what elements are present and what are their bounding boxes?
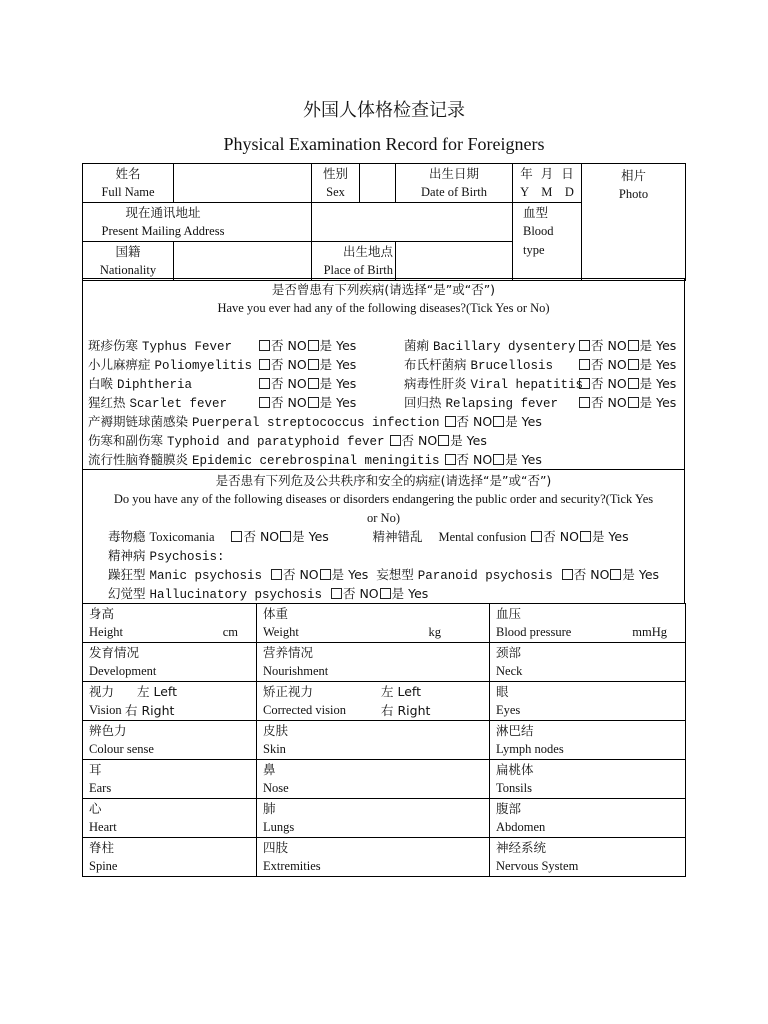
checkbox[interactable]: [628, 378, 639, 389]
public-order-heading-english-2: or No): [367, 511, 400, 525]
yes-no-options[interactable]: 否 NO 是 Yes: [258, 336, 356, 355]
nationality-label: 国籍 Nationality: [83, 242, 174, 281]
yes-no-options[interactable]: 否 NO 是 Yes: [258, 355, 356, 374]
public-order-item: 毒物瘾 Toxicomania 否 NO 是 Yes 精神错乱 Mental confusion 否 NO 是 Yes: [108, 529, 629, 544]
disease-item-long: 产褥期链球菌感染 Puerperal streptococcus infection 否 NO 是 Yes: [88, 414, 542, 430]
checkbox[interactable]: [259, 397, 270, 408]
exam-cell-ears[interactable]: 耳 Ears: [83, 760, 257, 799]
exam-cell-height[interactable]: 身高 Height cm: [83, 604, 257, 643]
disease-item: 布氏杆菌病 Brucellosis: [404, 357, 554, 373]
exam-cell-weight[interactable]: 体重 Weight kg: [257, 604, 490, 643]
checkbox[interactable]: [259, 359, 270, 370]
yes-no-options[interactable]: 否 NO 是 Yes: [578, 355, 676, 374]
photo-box[interactable]: 相片 Photo: [582, 164, 686, 281]
exam-cell-nourishment[interactable]: 营养情况 Nourishment: [257, 643, 490, 682]
date-of-birth-label: 出生日期 Date of Birth: [396, 164, 513, 203]
public-order-item: 幻觉型 Hallucinatory psychosis 否 NO 是 Yes: [108, 586, 429, 602]
full-name-field[interactable]: [174, 164, 312, 203]
exam-cell-extremities[interactable]: 四肢 Extremities: [257, 838, 490, 877]
checkbox[interactable]: [445, 416, 456, 427]
checkbox[interactable]: [271, 569, 282, 580]
checkbox[interactable]: [579, 359, 590, 370]
exam-cell-heart[interactable]: 心 Heart: [83, 799, 257, 838]
checkbox[interactable]: [308, 340, 319, 351]
checkbox[interactable]: [628, 340, 639, 351]
checkbox[interactable]: [438, 435, 449, 446]
checkbox[interactable]: [390, 435, 401, 446]
checkbox[interactable]: [445, 454, 456, 465]
exam-cell-colour-sense[interactable]: 辨色力 Colour sense: [83, 721, 257, 760]
checkbox[interactable]: [610, 569, 621, 580]
place-of-birth-field[interactable]: [396, 242, 513, 281]
checkbox[interactable]: [562, 569, 573, 580]
exam-cell-neck[interactable]: 颈部 Neck: [490, 643, 686, 682]
public-order-heading-english-1: Do you have any of the following diseases or disorders endangering the public order and security?(Tick Yes: [113, 492, 654, 506]
checkbox[interactable]: [308, 359, 319, 370]
nationality-field[interactable]: [174, 242, 312, 281]
yes-no-options[interactable]: 否 NO 是 Yes: [578, 336, 676, 355]
disease-item-long: 伤寒和副伤寒 Typhoid and paratyphoid fever 否 NO 是 Yes: [88, 433, 487, 449]
public-order-heading-chinese: 是否患有下列危及公共秩序和安全的病症(请选择“是”或“否”): [215, 473, 552, 488]
checkbox[interactable]: [331, 588, 342, 599]
checkbox[interactable]: [493, 416, 504, 427]
form-title-chinese: 外国人体格检查记录: [303, 100, 465, 121]
exam-cell-skin[interactable]: 皮肤 Skin: [257, 721, 490, 760]
exam-cell-development[interactable]: 发育情况 Development: [83, 643, 257, 682]
checkbox[interactable]: [580, 531, 591, 542]
examination-table: [82, 603, 686, 877]
disease-item: 小儿麻痹症 Poliomyelitis: [88, 357, 253, 373]
exam-cell-corrected-vision[interactable]: 矫正视力 左 Left Corrected vision 右 Right: [257, 682, 490, 721]
disease-item: 白喉 Diphtheria: [88, 376, 193, 392]
checkbox[interactable]: [380, 588, 391, 599]
sex-label: 性别 Sex: [312, 164, 360, 203]
blood-type-label[interactable]: 血型 Blood type: [513, 203, 582, 281]
exam-cell-blood-pressure[interactable]: 血压 Blood pressure mmHg: [490, 604, 686, 643]
yes-no-options[interactable]: 否 NO 是 Yes: [258, 393, 356, 412]
exam-cell-lungs[interactable]: 肺 Lungs: [257, 799, 490, 838]
checkbox[interactable]: [320, 569, 331, 580]
place-of-birth-label: 出生地点 Place of Birth: [312, 242, 396, 281]
mailing-address-label: 现在通讯地址 Present Mailing Address: [83, 203, 312, 242]
exam-cell-vision[interactable]: 视力 左 Left Vision 右 Right: [83, 682, 257, 721]
checkbox[interactable]: [308, 378, 319, 389]
personal-info-table: [82, 163, 686, 281]
exam-cell-eyes[interactable]: 眼 Eyes: [490, 682, 686, 721]
yes-no-options[interactable]: 否 NO 是 Yes: [578, 374, 676, 393]
diseases-heading-english: Have you ever had any of the following diseases?(Tick Yes or No): [217, 301, 550, 315]
sex-field[interactable]: [360, 164, 396, 203]
checkbox[interactable]: [231, 531, 242, 542]
checkbox[interactable]: [579, 397, 590, 408]
mailing-address-field[interactable]: [312, 203, 513, 242]
checkbox[interactable]: [531, 531, 542, 542]
disease-item-long: 流行性脑脊髓膜炎 Epidemic cerebrospinal meningitis 否 NO 是 Yes: [88, 452, 542, 468]
disease-item: 斑疹伤寒 Typhus Fever: [88, 338, 233, 354]
checkbox[interactable]: [628, 397, 639, 408]
disease-item: 回归热 Relapsing fever: [404, 395, 559, 411]
public-order-item: 躁狂型 Manic psychosis 否 NO 是 Yes 妄想型 Paranoid psychosis 否 NO 是 Yes: [108, 567, 660, 583]
form-title-english: Physical Examination Record for Foreigners: [223, 134, 545, 154]
checkbox[interactable]: [493, 454, 504, 465]
checkbox[interactable]: [259, 378, 270, 389]
diseases-heading-chinese: 是否曾患有下列疾病(请选择“是”或“否”): [271, 282, 496, 297]
exam-cell-abdomen[interactable]: 腹部 Abdomen: [490, 799, 686, 838]
exam-cell-nervous-system[interactable]: 神经系统 Nervous System: [490, 838, 686, 877]
exam-cell-tonsils[interactable]: 扁桃体 Tonsils: [490, 760, 686, 799]
disease-item: 菌痢 Bacillary dysentery: [404, 338, 576, 354]
yes-no-options[interactable]: 否 NO 是 Yes: [578, 393, 676, 412]
yes-no-options[interactable]: 否 NO 是 Yes: [258, 374, 356, 393]
exam-cell-nose[interactable]: 鼻 Nose: [257, 760, 490, 799]
date-of-birth-field[interactable]: 年 月 日 Y M D: [513, 164, 582, 203]
checkbox[interactable]: [579, 340, 590, 351]
public-order-item: 精神病 Psychosis:: [108, 548, 225, 564]
exam-cell-lymph-nodes[interactable]: 淋巴结 Lymph nodes: [490, 721, 686, 760]
disease-item: 猩红热 Scarlet fever: [88, 395, 228, 411]
checkbox[interactable]: [280, 531, 291, 542]
exam-cell-spine[interactable]: 脊柱 Spine: [83, 838, 257, 877]
checkbox[interactable]: [259, 340, 270, 351]
full-name-label: 姓名 Full Name: [83, 164, 174, 203]
checkbox[interactable]: [308, 397, 319, 408]
checkbox[interactable]: [628, 359, 639, 370]
checkbox[interactable]: [579, 378, 590, 389]
disease-item: 病毒性肝炎 Viral hepatitis: [404, 376, 584, 392]
